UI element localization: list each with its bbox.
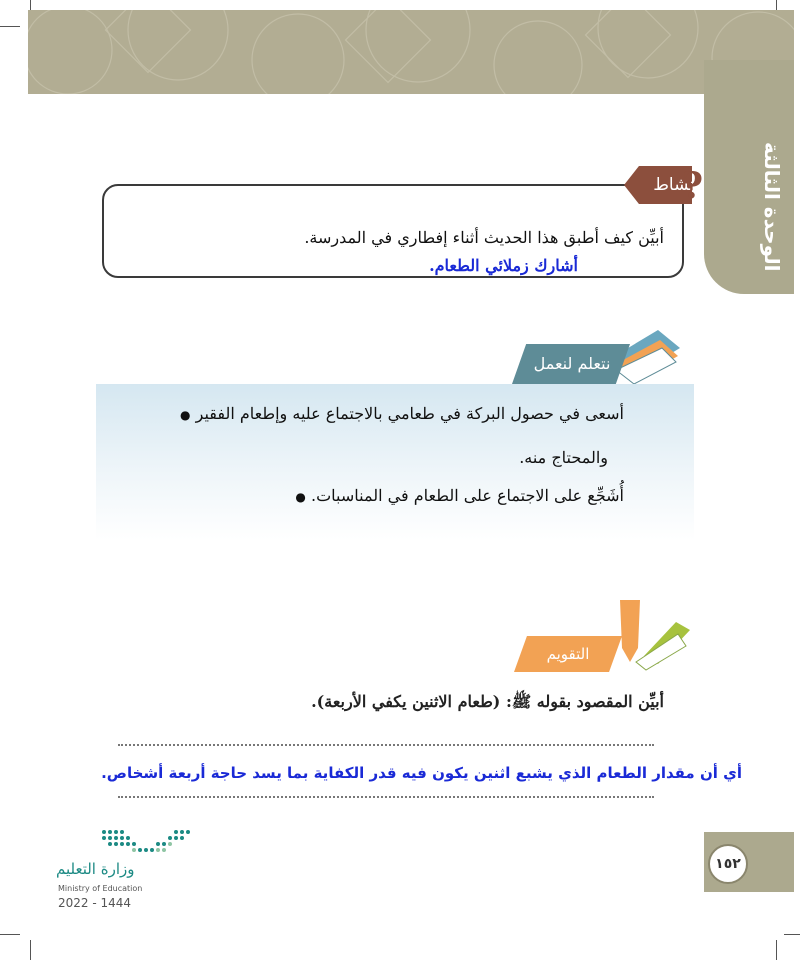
bullet-dot-icon: ● [295,490,306,504]
activity-tag-label: نشاط [653,175,694,195]
unit-side-tab [704,60,794,294]
crop-mark [784,934,800,935]
dotted-line [118,796,654,798]
bullet-dot-icon: ● [180,408,191,422]
evaluation-question: أبيِّن المقصود بقوله ﷺ: (طعام الاثنين يكفي الأربعة). [311,692,664,711]
edition-year: 2022 - 1444 [58,896,132,910]
learn-bullet-text: أسعى في حصول البركة في طعامي بالاجتماع عليه وإطعام الفقير [195,404,624,423]
header-banner [28,10,794,94]
activity-instruction: أبيِّن كيف أطبق هذا الحديث أثناء إفطاري في المدرسة. [304,228,664,247]
learn-bullet-text: أُشَجِّع على الاجتماع على الطعام في المناسبات. [311,486,624,505]
activity-answer: أشارك زملائي الطعام. [429,256,578,275]
evaluation-answer: أي أن مقدار الطعام الذي يشبع اثنين يكون فيه قدر الكفاية بما يسد حاجة أربعة أشخاص. [101,764,742,782]
dotted-line [118,744,654,746]
ministry-logo-icon [100,828,192,858]
learn-bullet-1 [180,404,624,423]
crop-mark [0,26,20,27]
ministry-name-ar: وزارة التعليم [56,860,135,878]
learn-bullet-1-continued: والمحتاج منه. [519,448,608,467]
learn-bullet-2 [295,486,624,505]
header-pattern [28,10,794,94]
ministry-name-en: Ministry of Education [58,884,143,893]
crop-mark [30,940,31,960]
question-mark-icon: ? [682,165,704,207]
evaluation-tag-label: التقويم [546,645,590,663]
crop-mark [0,934,20,935]
page-number: ١٥٢ [708,844,748,884]
unit-label: الوحدة الثالثة [760,142,784,272]
crop-mark [776,940,777,960]
learn-tag-label: نتعلم لنعمل [533,354,611,373]
